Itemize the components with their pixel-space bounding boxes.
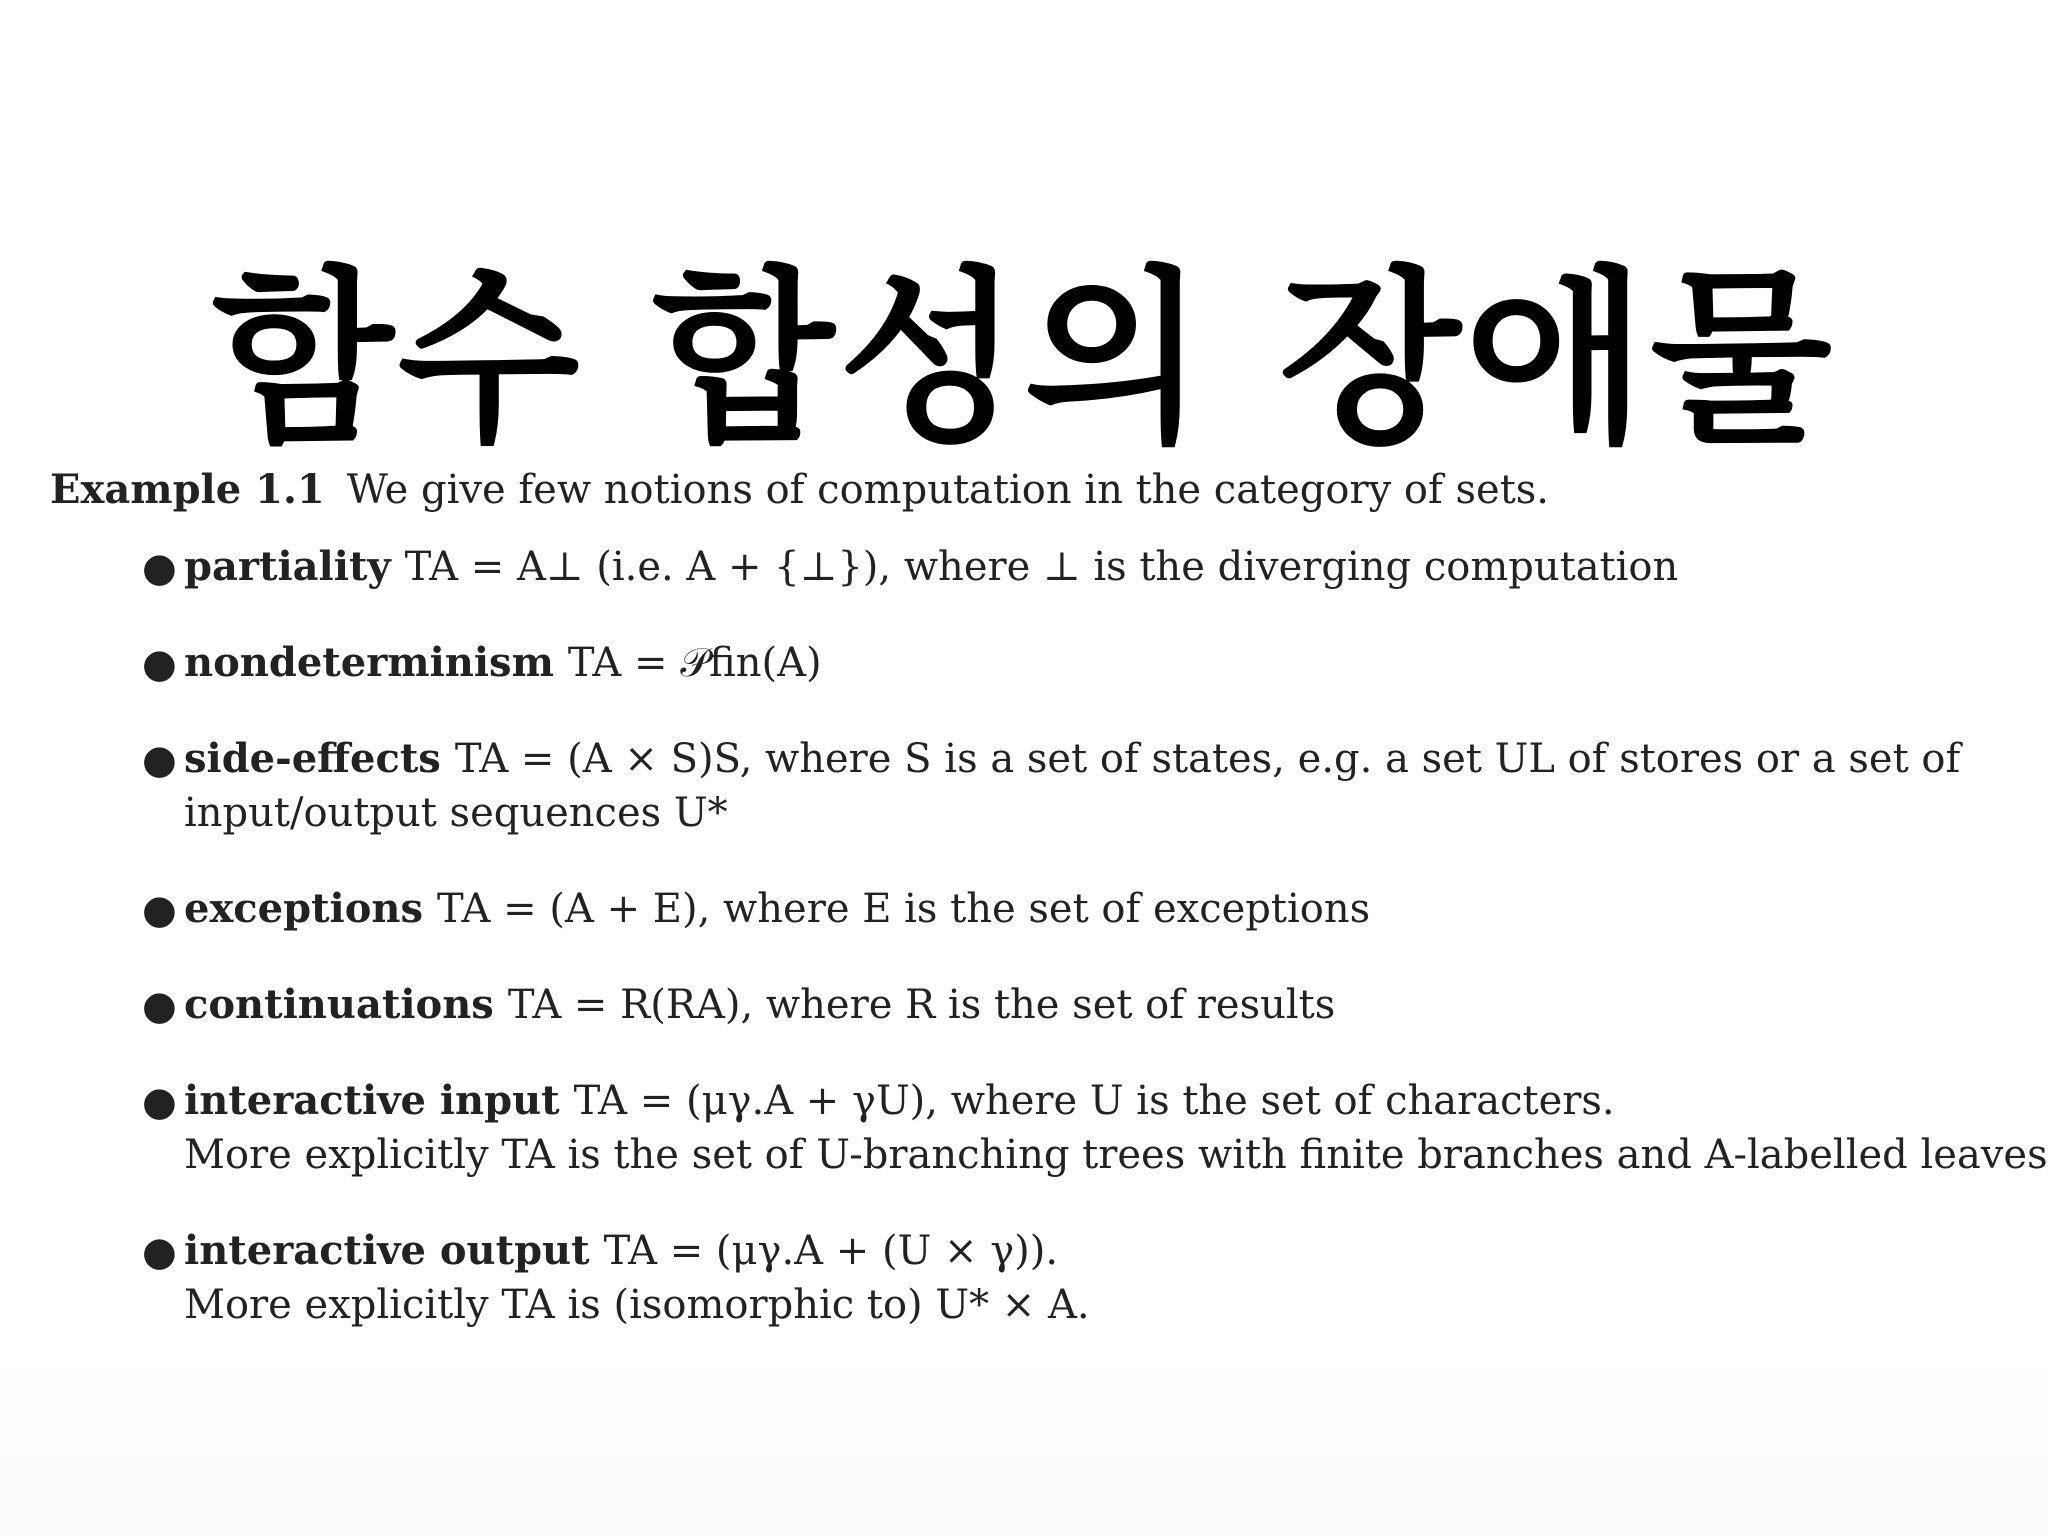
item-text: TA = A⊥ (i.e. A + {⊥}), where ⊥ is the diverging computation: [404, 544, 1679, 590]
item-term: partiality: [184, 543, 391, 590]
list-item-interactive-output: [50, 1224, 2000, 1332]
item-text: TA = (A + E), where E is the set of exceptions: [437, 886, 1371, 932]
bullet-icon: ●: [142, 545, 177, 591]
list-item-partiality: [50, 540, 2000, 594]
list-item-interactive-input: [50, 1074, 2048, 1182]
bullet-icon: ●: [142, 887, 177, 933]
example-heading: [50, 462, 2000, 518]
item-line: [184, 978, 2000, 1032]
item-term: interactive input: [184, 1077, 560, 1124]
item-continuation-line: More explicitly TA is (isomorphic to) U* × A.: [184, 1282, 1090, 1328]
slide-title: 함수 합성의 장애물: [212, 249, 1836, 469]
item-term: side-effects: [184, 735, 441, 782]
example-label: Example 1.1: [50, 466, 325, 513]
item-continuation-line: input/output sequences U*: [184, 790, 728, 836]
computation-notions-list: [50, 540, 2048, 1332]
item-text: TA = 𝒫fin(A): [567, 640, 822, 686]
bullet-icon: ●: [142, 1229, 177, 1275]
list-item-exceptions: [50, 882, 2000, 936]
item-text: TA = (μγ.A + (U × γ)).: [603, 1228, 1059, 1274]
list-item-side-effects: [50, 732, 2000, 840]
item-term: nondeterminism: [184, 639, 554, 686]
item-line: [184, 636, 2000, 690]
item-line: [184, 1074, 2000, 1128]
item-line: [184, 732, 2000, 786]
document-excerpt: [50, 462, 2048, 1374]
item-text: TA = (μγ.A + γU), where U is the set of characters.: [573, 1078, 1615, 1124]
list-item-nondeterminism: [50, 636, 2000, 690]
item-text: TA = R(RA), where R is the set of results: [507, 982, 1336, 1028]
bullet-icon: ●: [142, 1079, 177, 1125]
bullet-icon: ●: [142, 641, 177, 687]
example-intro: We give few notions of computation in the category of sets.: [346, 467, 1550, 513]
slide-background: [0, 1350, 2048, 1536]
item-text: TA = (A × S)S, where S is a set of states, e.g. a set UL of stores or a set of: [454, 736, 1961, 782]
item-line: [184, 1224, 2000, 1278]
bullet-icon: ●: [142, 983, 177, 1029]
item-continuation-line: More explicitly TA is the set of U-branching trees with finite branches and A-labelled leaves: [184, 1132, 2048, 1178]
item-line: [184, 882, 2000, 936]
bullet-icon: ●: [142, 737, 177, 783]
item-term: exceptions: [184, 885, 424, 932]
item-term: continuations: [184, 981, 494, 1028]
item-line: [184, 540, 2000, 594]
list-item-continuations: [50, 978, 2000, 1032]
item-term: interactive output: [184, 1227, 590, 1274]
